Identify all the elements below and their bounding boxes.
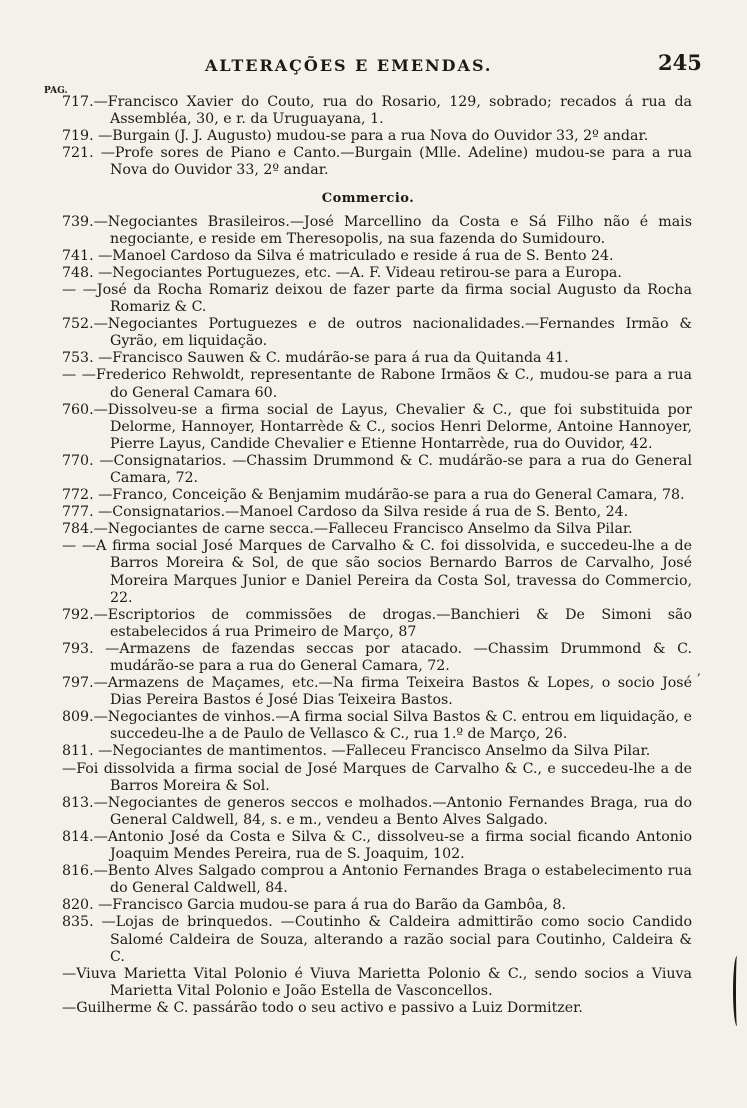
entry: 835. —Lojas de brinquedos. —Coutinho & Caldeira admittirão como socio Candido Salomé Caldeira de Souza, alterando a razão social para Coutinho, Caldeira & C. <box>62 914 692 965</box>
entries-list <box>44 94 692 1017</box>
entry: 772. —Franco, Conceição & Benjamim mudárão-se para a rua do General Camara, 78. <box>62 487 685 504</box>
page-header <box>0 50 747 78</box>
entry: —Viuva Marietta Vital Polonio é Viuva Marietta Polonio & C., sendo socios a Viuva Marietta Vital Polonio e João Estella de Vasconcellos. <box>62 965 692 999</box>
entry: 770. —Consignatarios. —Chassim Drummond & C. mudárão-se para a rua do General Camara, 72. <box>62 452 692 486</box>
entry: 797.—Armazens de Maçames, etc.—Na firma Teixeira Bastos & Lopes, o socio José Dias Pereira Bastos é José Dias Teixeira Bastos. <box>62 675 692 709</box>
entry: — —A firma social José Marques de Carvalho & C. foi dissolvida, e succedeu-lhe a de Barros Moreira & Sol, de que são socios Bernardo Barros de Carvalho, José Moreira Marques Junior e Daniel Pereira da Costa Sol, travessa do Commercio, 22. <box>62 538 692 606</box>
entry: 741. —Manoel Cardoso da Silva é matriculado e reside á rua de S. Bento 24. <box>62 247 614 264</box>
pag-label: PAG. <box>44 86 68 96</box>
entry: 814.—Antonio José da Costa e Silva & C., dissolveu-se a firma social ficando Antonio Joaquim Mendes Pereira, rua de S. Joaquim, 102. <box>62 828 692 863</box>
entry: 811. —Negociantes de mantimentos. —Falleceu Francisco Anselmo da Silva Pilar. <box>62 743 651 760</box>
entry: 753. —Francisco Sauwen & C. mudárão-se para á rua da Quitanda 41. <box>62 350 569 367</box>
section-title: Commercio. <box>321 191 415 207</box>
entry: 820. —Francisco Garcia mudou-se para á rua do Barão da Gambôa, 8. <box>62 897 567 914</box>
entry: —Foi dissolvida a firma social de José Marques de Carvalho & C., e succedeu-lhe a de Barros Moreira & Sol. <box>62 760 692 794</box>
running-title: ALTERAÇÕES E EMENDAS. <box>205 56 493 75</box>
page-number: 245 <box>658 50 702 75</box>
entry: 721. —Profe sores de Piano e Canto.—Burgain (Mlle. Adeline) mudou-se para a rua Nova do Ouvidor 33, 2º andar. <box>62 145 692 179</box>
margin-mark: , <box>697 664 701 678</box>
entry: 784.—Negociantes de carne secca.—Falleceu Francisco Anselmo da Silva Pilar. <box>62 521 633 538</box>
entry: 760.—Dissolveu-se a firma social de Layus, Chevalier & C., que foi substituida por Delorme, Hannoyer, Hontarrède & C., socios Henri Delorme, Antoine Hannoyer, Pierre Layus, Candide Chevalier e Etienne Hontarrède, rua do Ouvidor, 42. <box>62 401 692 452</box>
entry: 777. —Consignatarios.—Manoel Cardoso da Silva reside á rua de S. Bento, 24. <box>62 504 629 521</box>
entry: 719. —Burgain (J. J. Augusto) mudou-se para a rua Nova do Ouvidor 33, 2º andar. <box>62 128 649 145</box>
entry: 813.—Negociantes de generos seccos e molhados.—Antonio Fernandes Braga, rua do General Caldwell, 84, s. e m., vendeu a Bento Alves Salgado. <box>62 794 692 828</box>
entry: — —José da Rocha Romariz deixou de fazer parte da firma social Augusto da Rocha Romariz & C. <box>62 281 692 316</box>
margin-bracket <box>733 956 741 1026</box>
entry: 793. —Armazens de fazendas seccas por atacado. —Chassim Drummond & C. mudárão-se para a rua do General Camara, 72. <box>62 640 692 674</box>
entry: 739.—Negociantes Brasileiros.—José Marcellino da Costa e Sá Filho não é mais negociante, e reside em Theresopolis, na sua fazenda do Sumidouro. <box>62 213 692 247</box>
entry: —Guilherme & C. passárão todo o seu activo e passivo a Luiz Dormitzer. <box>62 999 583 1016</box>
entry: — —Frederico Rehwoldt, representante de Rabone Irmãos & C., mudou-se para a rua do General Camara 60. <box>62 367 692 401</box>
entry: 752.—Negociantes Portuguezes e de outros nacionalidades.—Fernandes Irmão & Gyrão, em liquidação. <box>62 316 692 350</box>
entry: 717.—Francisco Xavier do Couto, rua do Rosario, 129, sobrado; recados á rua da Assembléa, 30, e r. da Uruguayana, 1. <box>62 94 692 128</box>
entry: 809.—Negociantes de vinhos.—A firma social Silva Bastos & C. entrou em liquidação, e succedeu-lhe a de Paulo de Vellasco & C., rua 1.º de Março, 26. <box>62 709 692 743</box>
entry: 792.—Escriptorios de commissões de drogas.—Banchieri & De Simoni são estabelecidos á rua Primeiro de Março, 87 <box>62 606 692 640</box>
entry: 816.—Bento Alves Salgado comprou a Antonio Fernandes Braga o estabelecimento rua do General Caldwell, 84. <box>62 863 692 897</box>
entry: 748. —Negociantes Portuguezes, etc. —A. F. Videau retirou-se para a Europa. <box>62 264 622 281</box>
